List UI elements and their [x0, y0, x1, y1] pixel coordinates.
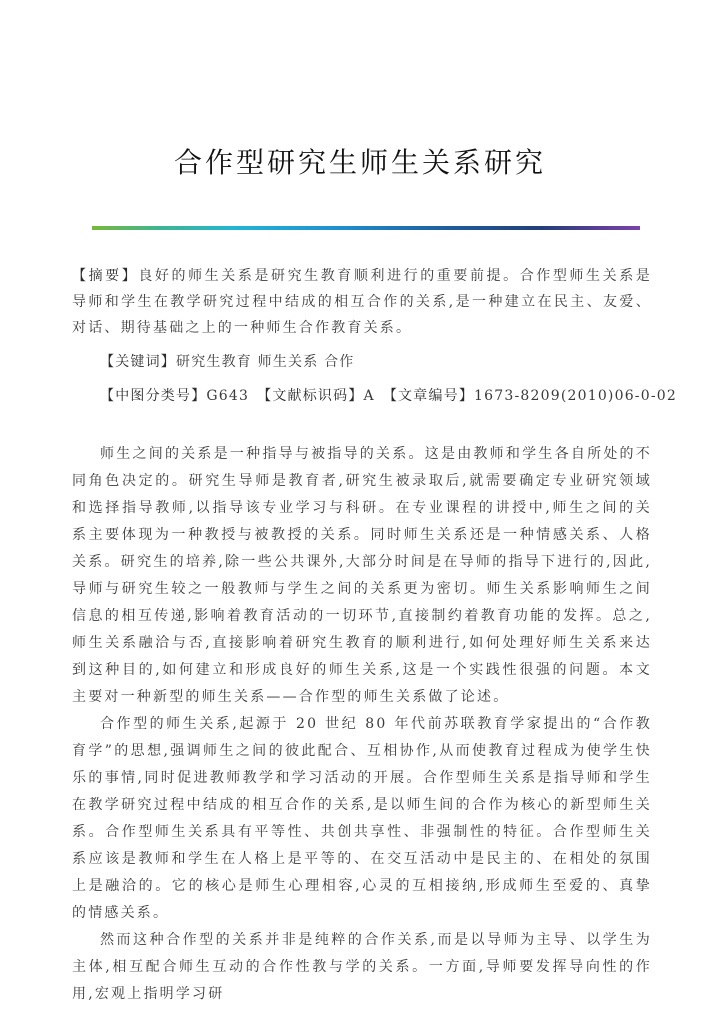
abstract-text: 良好的师生关系是研究生教育顺利进行的重要前提。合作型师生关系是导师和学生在教学研究过程中结成的相互合作的关系,是一种建立在民主、友爱、对话、期待基础之上的一种师生合作教育关系。: [72, 268, 652, 336]
classification-line: [72, 379, 677, 413]
clc-value: G643: [206, 388, 250, 404]
title-divider: [92, 226, 640, 230]
abstract-label: 【摘要】: [72, 268, 139, 284]
doc-code-value: A: [363, 388, 375, 404]
document-content: [72, 263, 677, 1008]
article-no-label: 【文章编号】: [382, 388, 475, 404]
body-section: [72, 441, 652, 1008]
keywords-text: 研究生教育 师生关系 合作: [176, 354, 355, 370]
article-no-value: 1673-8209(2010)06-0-02: [474, 388, 677, 404]
doc-code-label: 【文献标识码】: [257, 388, 364, 404]
body-paragraph-2: 合作型的师生关系,起源于 20 世纪 80 年代前苏联教育学家提出的“合作教育学”的思想,强调师生之间的彼此配合、互相协作,从而使教育过程成为使学生快乐的事情,同时促进教师教学和学习活动的开展。合作型师生关系是指导师和学生在教学研究过程中结成的相互合作的关系,是以师生间的合作为核心的新型师生关系。合作型师生关系具有平等性、共创共享性、非强制性的特征。合作型师生关系应该是教师和学生在人格上是平等的、在交互活动中是民主的、在相处的氛围上是融洽的。它的核心是师生心理相容,心灵的互相接纳,形成师生至爱的、真挚的情感关系。: [72, 716, 652, 921]
clc-label: 【中图分类号】: [100, 388, 207, 404]
page-title: 合作型研究生师生关系研究: [173, 146, 546, 179]
keywords-line: [72, 345, 652, 379]
abstract-paragraph: [72, 263, 652, 341]
keywords-label: 【关键词】: [100, 354, 176, 370]
body-paragraph-1: 师生之间的关系是一种指导与被指导的关系。这是由教师和学生各自所处的不同角色决定的。研究生导师是教育者,研究生被录取后,就需要确定专业研究领域和选择指导教师,以指导该专业学习与科研。在专业课程的讲授中,师生之间的关系主要体现为一种教授与被教授的关系。同时师生关系还是一种情感关系、人格关系。研究生的培养,除一些公共课外,大部分时间是在导师的指导下进行的,因此,导师与研究生较之一般教师与学生之间的关系更为密切。师生关系影响师生之间信息的相互传递,影响着教育活动的一切环节,直接制约着教育功能的发挥。总之,师生关系融洽与否,直接影响着研究生教育的顺利进行,如何处理好师生关系来达到这种目的,如何建立和形成良好的师生关系,这是一个实践性很强的问题。本文主要对一种新型的师生关系——合作型的师生关系做了论述。: [72, 446, 652, 705]
abstract-section: [72, 263, 652, 341]
body-paragraph-3: 然而这种合作型的关系并非是纯粹的合作关系,而是以导师为主导、以学生为主体,相互配合师生互动的合作性教与学的关系。一方面,导师要发挥导向性的作用,宏观上指明学习研: [72, 932, 652, 1002]
